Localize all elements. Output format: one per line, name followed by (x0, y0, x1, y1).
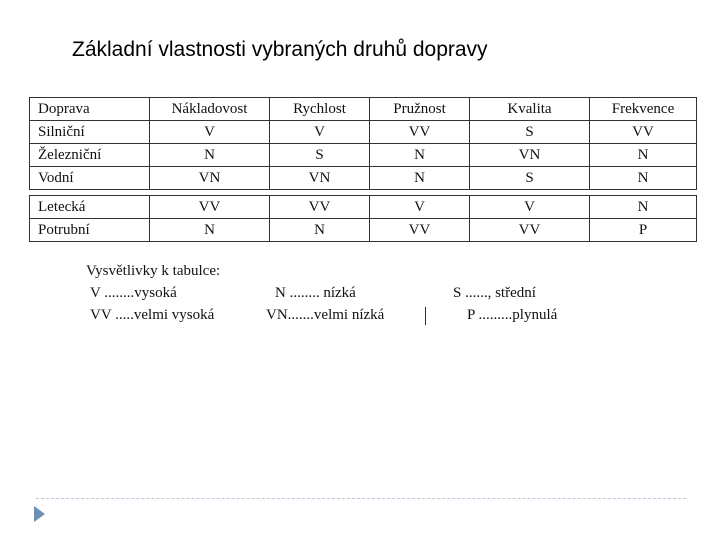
table-cell: N (590, 144, 697, 167)
table-cell: N (370, 167, 470, 190)
table-cell: VV (470, 219, 590, 242)
legend-item: S ......, střední (453, 285, 536, 301)
table-row (30, 121, 697, 144)
table-cell: Vodní (30, 167, 150, 190)
table-row (30, 196, 697, 219)
table-cell: P (590, 219, 697, 242)
table-header-row (30, 98, 697, 121)
properties-table-continued (29, 195, 697, 242)
table-cell: VV (590, 121, 697, 144)
legend-heading: Vysvětlivky k tabulce: (86, 263, 221, 279)
table-header-cell: Pružnost (370, 98, 470, 121)
table-cell: V (370, 196, 470, 219)
table-cell: N (150, 219, 270, 242)
footer-divider (36, 498, 686, 499)
table-row (30, 144, 697, 167)
legend-item: VN.......velmi nízká (266, 307, 385, 323)
table-header-cell: Nákladovost (150, 98, 270, 121)
table-cell: VV (150, 196, 270, 219)
table-header-cell: Rychlost (270, 98, 370, 121)
table-cell: VN (270, 167, 370, 190)
table-cell: S (470, 121, 590, 144)
table-cell: VV (370, 219, 470, 242)
table-cell: S (470, 167, 590, 190)
table-cell: S (270, 144, 370, 167)
table-cell: Železniční (30, 144, 150, 167)
table-cell: V (150, 121, 270, 144)
table-cell: Silniční (30, 121, 150, 144)
legend-item: N ........ nízká (275, 285, 356, 301)
table-cell: VN (150, 167, 270, 190)
table-cell: Letecká (30, 196, 150, 219)
slide-title: Základní vlastnosti vybraných druhů dopravy (72, 38, 488, 61)
table-cell: N (370, 144, 470, 167)
table-cell: VN (470, 144, 590, 167)
table-cell: N (150, 144, 270, 167)
table-cell: VV (270, 196, 370, 219)
table-cell: N (270, 219, 370, 242)
table-header-cell: Frekvence (590, 98, 697, 121)
table-cell: VV (370, 121, 470, 144)
table-cell: V (270, 121, 370, 144)
legend-separator (425, 307, 426, 325)
table-row (30, 219, 697, 242)
table-header-cell: Kvalita (470, 98, 590, 121)
table-header-cell: Doprava (30, 98, 150, 121)
table-cell: N (590, 167, 697, 190)
legend-item: P .........plynulá (467, 307, 558, 323)
table-cell: Potrubní (30, 219, 150, 242)
table-cell: N (590, 196, 697, 219)
table-cell: V (470, 196, 590, 219)
legend-item: V ........vysoká (90, 285, 177, 301)
legend-item: VV .....velmi vysoká (90, 307, 215, 323)
table-row (30, 167, 697, 190)
bullet-arrow-icon (34, 506, 45, 522)
properties-table (29, 97, 697, 190)
